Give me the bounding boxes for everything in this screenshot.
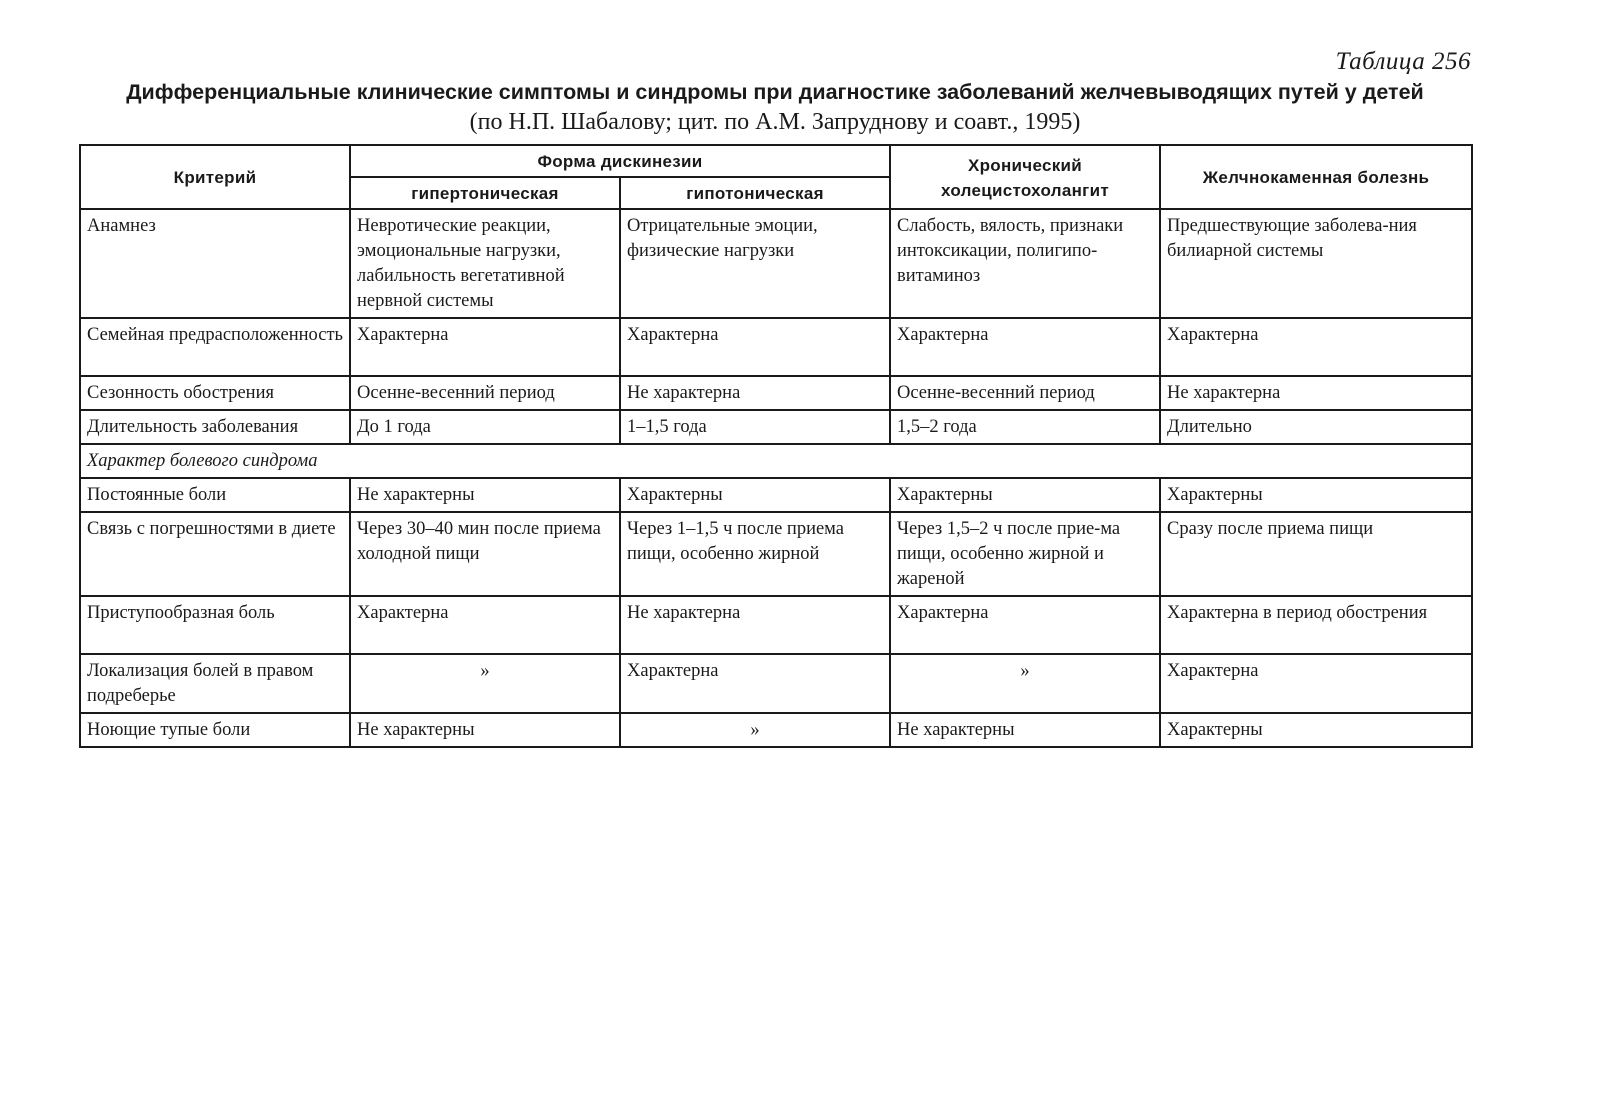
header-chronic: Хронический холецистохолангит xyxy=(890,145,1160,209)
header-row-top xyxy=(80,145,1472,177)
table-row xyxy=(80,512,1472,596)
cell-hypertonic: До 1 года xyxy=(350,410,620,444)
table-row xyxy=(80,376,1472,410)
cell-gallstone: Длительно xyxy=(1160,410,1472,444)
table-row xyxy=(80,596,1472,654)
table-row xyxy=(80,713,1472,747)
cell-criterion: Сезонность обострения xyxy=(80,376,350,410)
cell-chronic: Характерна xyxy=(890,318,1160,376)
cell-criterion: Приступообразная боль xyxy=(80,596,350,654)
table-number: Таблица 256 xyxy=(1335,48,1471,75)
cell-hypertonic: Не характерны xyxy=(350,478,620,512)
table-body-top xyxy=(80,209,1472,444)
cell-gallstone: Характерна xyxy=(1160,654,1472,713)
cell-hypertonic: Характерна xyxy=(350,596,620,654)
cell-chronic: Через 1,5–2 ч после прие-ма пищи, особенно жирной и жареной xyxy=(890,512,1160,596)
cell-criterion: Семейная предрасположенность xyxy=(80,318,350,376)
cell-chronic: Осенне-весенний период xyxy=(890,376,1160,410)
section-row xyxy=(80,444,1472,478)
cell-chronic: 1,5–2 года xyxy=(890,410,1160,444)
table-row xyxy=(80,654,1472,713)
cell-gallstone: Предшествующие заболева-ния билиарной системы xyxy=(1160,209,1472,318)
header-hypotonic: гипотоническая xyxy=(620,177,890,209)
document-page xyxy=(79,46,1471,748)
cell-hypotonic: » xyxy=(620,713,890,747)
header-gallstone: Желчнокаменная болезнь xyxy=(1160,145,1472,209)
cell-hypertonic: Через 30–40 мин после приема холодной пищи xyxy=(350,512,620,596)
cell-hypertonic: Невротические реакции, эмоциональные нагрузки, лабильность вегетативной нервной системы xyxy=(350,209,620,318)
cell-criterion: Связь с погрешностями в диете xyxy=(80,512,350,596)
table-subtitle: (по Н.П. Шабалову; цит. по А.М. Запруднову и соавт., 1995) xyxy=(469,109,1081,135)
cell-hypertonic: Осенне-весенний период xyxy=(350,376,620,410)
table-body-pain xyxy=(80,478,1472,747)
cell-hypotonic: Характерны xyxy=(620,478,890,512)
cell-chronic: Характерны xyxy=(890,478,1160,512)
cell-hypotonic: Отрицательные эмоции, физические нагрузки xyxy=(620,209,890,318)
cell-hypotonic: Не характерна xyxy=(620,596,890,654)
cell-criterion: Постоянные боли xyxy=(80,478,350,512)
table-row xyxy=(80,209,1472,318)
cell-hypertonic: Характерна xyxy=(350,318,620,376)
cell-chronic: Слабость, вялость, признаки интоксикации, полигипо-витаминоз xyxy=(890,209,1160,318)
header-hypertonic: гипертоническая xyxy=(350,177,620,209)
table-title: Дифференциальные клинические симптомы и синдромы при диагностике заболеваний желчевыводящих путей у детей xyxy=(126,80,1424,104)
cell-hypotonic: Через 1–1,5 ч после приема пищи, особенно жирной xyxy=(620,512,890,596)
cell-chronic: Не характерны xyxy=(890,713,1160,747)
cell-gallstone: Не характерна xyxy=(1160,376,1472,410)
cell-gallstone: Характерны xyxy=(1160,478,1472,512)
cell-gallstone: Характерна в период обострения xyxy=(1160,596,1472,654)
cell-gallstone: Характерна xyxy=(1160,318,1472,376)
section-body xyxy=(80,444,1472,478)
cell-hypotonic: 1–1,5 года xyxy=(620,410,890,444)
cell-hypotonic: Не характерна xyxy=(620,376,890,410)
cell-hypotonic: Характерна xyxy=(620,654,890,713)
header-dyskinesia-group: Форма дискинезии xyxy=(350,145,890,177)
cell-criterion: Анамнез xyxy=(80,209,350,318)
cell-criterion: Длительность заболевания xyxy=(80,410,350,444)
cell-hypotonic: Характерна xyxy=(620,318,890,376)
table-row xyxy=(80,318,1472,376)
cell-gallstone: Характерны xyxy=(1160,713,1472,747)
symptoms-table xyxy=(79,144,1473,748)
cell-hypertonic: Не характерны xyxy=(350,713,620,747)
cell-gallstone: Сразу после приема пищи xyxy=(1160,512,1472,596)
header-criterion: Критерий xyxy=(80,145,350,209)
section-label: Характер болевого синдрома xyxy=(80,444,1472,478)
cell-criterion: Локализация болей в правом подреберье xyxy=(80,654,350,713)
table-row xyxy=(80,478,1472,512)
table-row xyxy=(80,410,1472,444)
cell-chronic: Характерна xyxy=(890,596,1160,654)
cell-criterion: Ноющие тупые боли xyxy=(80,713,350,747)
cell-hypertonic: » xyxy=(350,654,620,713)
cell-chronic: » xyxy=(890,654,1160,713)
